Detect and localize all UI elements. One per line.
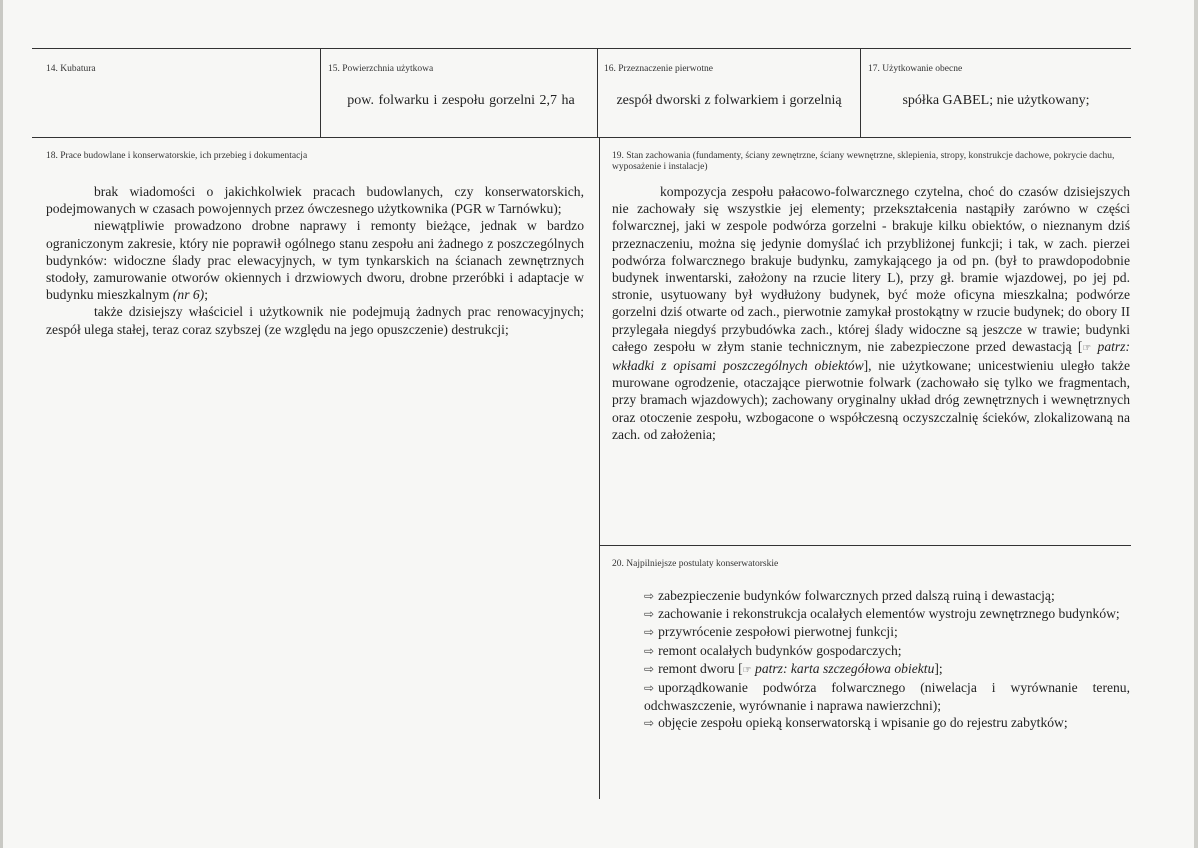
list-item-text: zachowanie i rekonstrukcja ocalałych elementów wystroju zewnętrznego budynków;: [658, 606, 1120, 622]
list-item-text: remont ocalałych budynków gospodarczych;: [658, 642, 902, 658]
section-20-top-border: [599, 545, 1131, 546]
list-item: [644, 605, 1130, 623]
arrow-right-icon: ⇨: [644, 625, 655, 640]
list-item-text: objęcie zespołu opieką konserwatorską i wpisanie go do rejestru zabytków;: [658, 715, 1068, 731]
top-border: [32, 48, 1131, 49]
page-edge: [1194, 0, 1198, 848]
list-item: [644, 587, 1130, 605]
field-14-label: 14. Kubatura: [46, 64, 96, 74]
field-20-label: 20. Najpilniejsze postulaty konserwatorskie: [612, 559, 779, 569]
field-17-value: spółka GABEL; nie użytkowany;: [902, 93, 1090, 108]
field-16-label: 16. Przeznaczenie pierwotne: [604, 64, 713, 74]
list-item: [644, 642, 1130, 660]
postulates-list: [644, 587, 1130, 733]
field-18-paragraph: brak wiadomości o jakichkolwiek pracach budowlanych, czy konserwatorskich, podejmowanych w czasach powojennych przez ówczesnego użytkownika (PGR w Tarnówku);: [46, 184, 584, 217]
header-bottom-border: [32, 137, 1131, 138]
list-item-text: remont dworu [: [658, 660, 743, 676]
pointing-hand-icon: ☞: [742, 664, 752, 676]
field-17-label: 17. Użytkowanie obecne: [868, 64, 963, 74]
punctuation: ];: [934, 660, 943, 676]
arrow-right-icon: ⇨: [644, 607, 655, 622]
page-edge: [0, 0, 3, 848]
field-19-label: 19. Stan zachowania (fundamenty, ściany zewnętrzne, ściany wewnętrzne, sklepienia, stropy, konstrukcje dachowe, pokrycie dachu, wyposażenie i instalacje): [612, 151, 1115, 172]
arrow-right-icon: ⇨: [644, 643, 655, 658]
pointing-hand-icon: ☞: [1082, 342, 1092, 354]
field-15-value: pow. folwarku i zespołu gorzelni 2,7 ha: [347, 93, 575, 108]
field-18-paragraph: [46, 217, 584, 303]
field-18-paragraph-text: niewątpliwie prowadzono drobne naprawy i remonty bieżące, jednak w bardzo ograniczonym zakresie, który nie poprawił ogólnego stanu zespołu ani żadnego z poszczególnych budynków: widoczne ślady prac elewacyjnych, w tym tynkarskich na ścianach zewnętrznych stodoły, zamurowanie otworów okiennych i drzwiowych dworu, drobne przeróbki i adaptacje w budynku mieszkalnym: [46, 218, 584, 303]
field-19-text-part: kompozycja zespołu pałacowo-folwarcznego czytelna, choć do czasów dzisiejszych nie zachowały się wszystkie jej elementy; przekształcenia nastąpiły zarówno w części folwarcznej, jaki w zespole podwórza gorzelni - brakuje kilku obiektów, o nieznanym dziś przeznaczeniu, można się jedynie domyślać ich przybliżonej funkcji; i tak, w zach. pierzei podwórza folwarcznego brakuje budynku, zamykającego ja od pn. (był to prawdopodobnie budynek inwentarski, założony na rzucie litery L), przy gł. bramie wjazdowej, po jej pd. stronie, usytuowany był wydłużony budynek, być może oficyna mieszkalna; podwórze gorzelni dziś otwarte od zach., pierwotnie zamykał prostokątny w rzucie budynek; do obory II przylegała niegdyś przybudówka zach., której ślady widoczne są jeszcze w trawie; budynki całego zespołu w złym stanie technicznym, nie zabezpieczone przed dewastacją [: [612, 184, 1130, 354]
divider-16-17: [860, 48, 861, 137]
field-16-value: zespół dworski z folwarkiem i gorzelnią: [616, 93, 842, 108]
cross-reference: patrz: karta szczegółowa obiektu: [755, 660, 935, 676]
field-19-text-part: ], nie użytkowane; unicestwieniu uległo także murowane ogrodzenie, otaczające pierwotnie folwark (zachowało się tylko we fragmentach, przy bramach wjazdowych); zachowany oryginalny układ dróg zewnętrznych i wewnętrznych oraz otoczenie zespołu, wzbogacone o współczesną oczyszczalnię ścieków, zlokalizowaną na zach. od założenia;: [612, 358, 1130, 442]
field-18-text: [46, 183, 584, 338]
list-item-text: zabezpieczenie budynków folwarcznych przed dalszą ruiną i dewastacją;: [658, 588, 1055, 603]
divider-14-15: [320, 48, 321, 137]
list-item-text: przywrócenie zespołowi pierwotnej funkcji;: [658, 624, 898, 640]
list-item: [644, 623, 1130, 641]
list-item: [644, 714, 1130, 732]
arrow-right-icon: ⇨: [644, 716, 655, 731]
punctuation: ;: [204, 287, 208, 303]
building-reference: (nr 6): [172, 287, 205, 303]
list-item: [644, 660, 1130, 679]
divider-main-columns: [599, 137, 600, 799]
cross-reference: patrz: wkładki z opisami poszczególnych obiektów: [612, 338, 1130, 374]
arrow-right-icon: ⇨: [644, 589, 655, 603]
field-19-paragraph: [612, 183, 1130, 443]
arrow-right-icon: ⇨: [644, 681, 655, 696]
field-18-paragraph: także dzisiejszy właściciel i użytkownik nie podejmują żadnych prac renowacyjnych; zespół ulega stałej, teraz coraz szybszej (ze względu na jego opuszczenie) destrukcji;: [46, 304, 584, 337]
list-item: [644, 679, 1130, 714]
divider-15-16: [597, 48, 598, 137]
arrow-right-icon: ⇨: [644, 661, 655, 676]
field-19-text: [612, 183, 1130, 443]
list-item-text: uporządkowanie podwórza folwarcznego (niwelacja i wyrównanie terenu, odchwaszczenie, wyrównanie i naprawa nawierzchni);: [644, 680, 1130, 714]
field-18-label: 18. Prace budowlane i konserwatorskie, ich przebieg i dokumentacja: [46, 151, 308, 161]
field-15-label: 15. Powierzchnia użytkowa: [328, 64, 434, 74]
